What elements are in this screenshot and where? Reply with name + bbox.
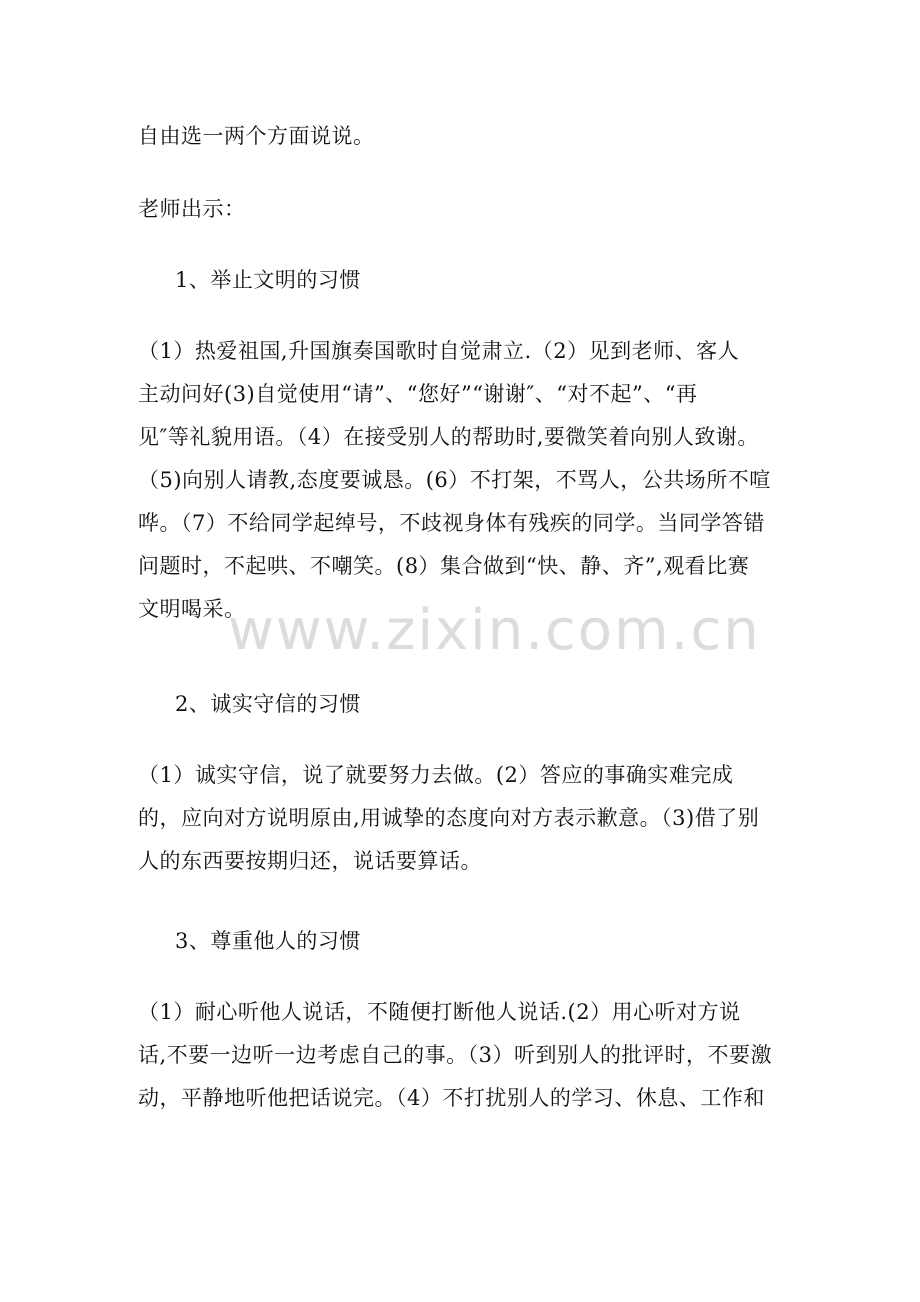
heading-civilized-behavior: 1、举止文明的习惯 [175, 268, 361, 292]
paragraph-line: 话,不要一边听一边考虑自己的事。（3）听到别人的批评时，不要激 [138, 1043, 773, 1067]
paragraph-line: 哗。（7）不给同学起绰号，不歧视身体有残疾的同学。当同学答错 [138, 511, 765, 535]
watermark: www.zixin.com.cn [228, 598, 761, 663]
paragraph-line: （5)向别人请教,态度要诚恳。(6）不打架，不骂人，公共场所不喧 [138, 468, 771, 492]
paragraph-line: 问题时，不起哄、不嘲笑。(8）集合做到“快、静、齐”,观看比赛 [138, 554, 750, 578]
heading-respect: 3、尊重他人的习惯 [175, 929, 361, 953]
paragraph-line: 见″等礼貌用语。（4）在接受别人的帮助时,要微笑着向别人致谢。 [138, 425, 759, 449]
paragraph-line: （1）耐心听他人说话，不随便打断他人说话.(2）用心听对方说 [138, 1000, 741, 1024]
paragraph-teacher-shows: 老师出示： [138, 197, 246, 221]
paragraph-intro: 自由选一两个方面说说。 [138, 124, 375, 148]
paragraph-line: 人的东西要按期归还，说话要算话。 [138, 849, 482, 873]
paragraph-line: 主动问好(3)自觉使用“请”、“您好”“谢谢″、“对不起”、“再 [138, 382, 698, 406]
paragraph-line: 文明喝采。 [138, 597, 246, 621]
paragraph-line: （1）热爱祖国,升国旗奏国歌时自觉肃立.（2）见到老师、客人 [138, 339, 740, 363]
paragraph-line: （1）诚实守信，说了就要努力去做。(2）答应的事确实难完成 [138, 763, 734, 787]
paragraph-line: 动，平静地听他把话说完。（4）不打扰别人的学习、休息、工作和 [138, 1086, 765, 1110]
paragraph-line: 的，应向对方说明原由,用诚挚的态度向对方表示歉意。（3)借了别 [138, 806, 760, 830]
heading-honesty: 2、诚实守信的习惯 [175, 692, 361, 716]
